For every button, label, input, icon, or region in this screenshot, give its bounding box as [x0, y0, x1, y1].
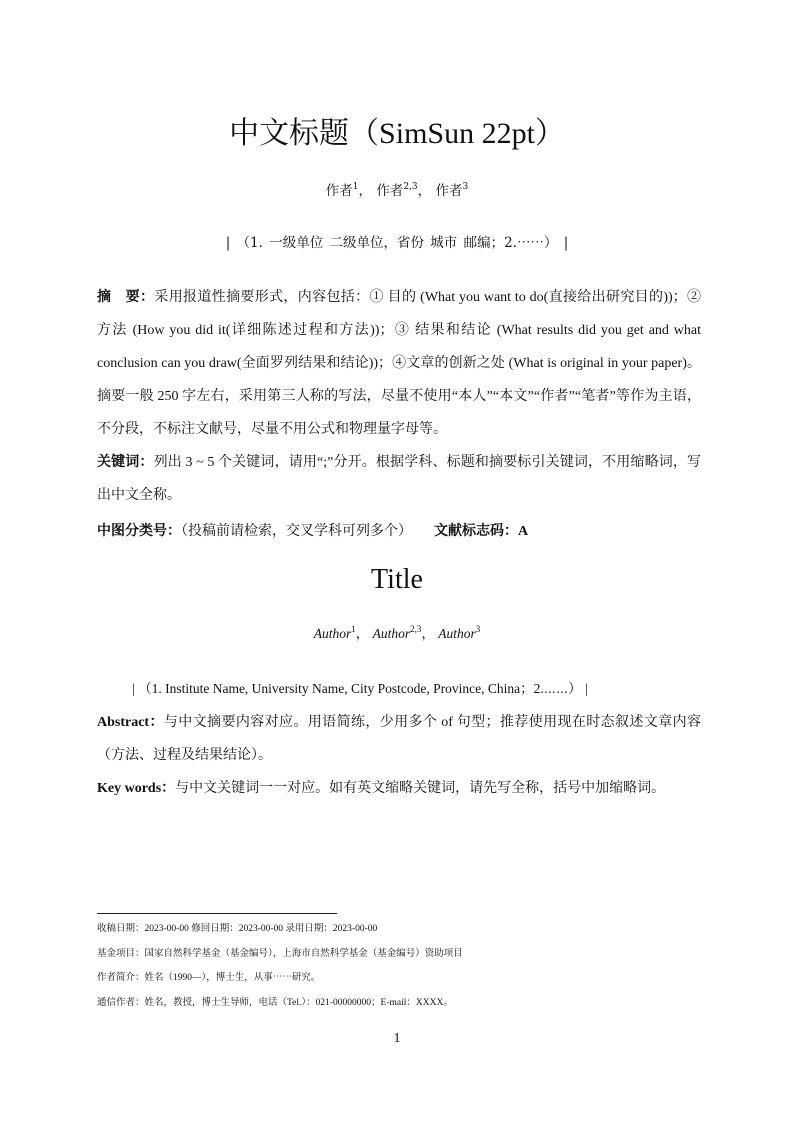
clc-value: （投稿前请检索，交叉学科可列多个） [181, 524, 412, 539]
author-name: 作者 [435, 183, 463, 199]
author-name: Author [313, 626, 352, 641]
author-affiliation-marker: 1 [351, 624, 356, 634]
author-affiliation-marker: 2,3 [403, 182, 418, 192]
english-keywords [97, 772, 701, 805]
author-name: Author [372, 626, 411, 641]
chinese-affiliation: | （1. 一级单位 二级单位，省份 城市 邮编；2.⋯⋯） | [225, 235, 569, 251]
footnote-corresponding-author: 通信作者：姓名，教授，博士生导师，电话（Tel.）：021-00000000；E-mail：XXXX。 [97, 997, 453, 1008]
footnote-divider [97, 913, 337, 914]
english-title: Title [371, 564, 423, 595]
chinese-abstract-label: 摘 要： [97, 290, 155, 305]
english-keywords-label: Key words： [97, 781, 176, 796]
chinese-keywords-text: 列出 3 ~ 5 个关键词，请用“;”分开。根据学科、标题和摘要标引关键词，不用缩略词，写出中文全称。 [97, 455, 702, 503]
english-keywords-text: 与中文关键词一一对应。如有英文缩略关键词，请先写全称，括号中加缩略词。 [175, 781, 666, 796]
footnote-dates: 收稿日期：2023-00-00 修回日期：2023-00-00 录用日期：2023-00-00 [97, 924, 378, 934]
english-affiliation: | （1. Institute Name, University Name, City Postcode, Province, China；2.⋯⋯） | [132, 681, 588, 696]
english-abstract-label: Abstract： [97, 715, 164, 730]
document-code-value: A [518, 524, 529, 539]
chinese-keywords-label: 关键词： [97, 455, 154, 470]
english-abstract [97, 706, 701, 772]
author-affiliation-marker: 3 [462, 182, 469, 192]
author-name: 作者 [376, 183, 404, 199]
author-name: 作者 [325, 183, 353, 199]
author-separator: ， [358, 183, 373, 199]
chinese-keywords [97, 446, 701, 512]
classification-line [97, 515, 701, 548]
document-code-label: 文献标志码： [434, 524, 518, 539]
author-separator: ， [417, 183, 432, 199]
chinese-abstract [97, 281, 701, 446]
clc-label: 中图分类号： [97, 524, 181, 539]
footnote-author-bio: 作者简介：姓名（1990—），博士生，从事⋯⋯研究。 [97, 973, 321, 983]
chinese-abstract-text: 采用报道性摘要形式，内容包括：① 目的 (What you want to do(直接给出研究目的))；② 方法 (How you did it(详细陈述过程和方法))；③ 结果和结论 (What results did you get and what conclusion can you draw(全面罗列结果和结论))；④文章的创新之处 (What is original in your paper)。摘要一般 250 字左右，采用第三人称的写法，尽量不使用“本人”“本文”“作者”“笔者”等作为主语，不分段，不标注文献号，尽量不用公式和物理量字母等。 [97, 290, 702, 437]
author-affiliation-marker: 3 [475, 624, 481, 634]
chinese-author-list [0, 181, 794, 201]
author-affiliation-marker: 2,3 [410, 624, 422, 634]
author-affiliation-marker: 1 [352, 182, 359, 192]
footnotes [97, 917, 717, 1015]
page-number: 1 [393, 1031, 401, 1046]
footnote-funding: 基金项目：国家自然科学基金（基金编号），上海市自然科学基金（基金编号）资助项目 [97, 948, 463, 959]
author-name: Author [438, 626, 476, 641]
english-abstract-text: 与中文摘要内容对应。用语简练，少用多个 of 句型；推荐使用现在时态叙述文章内容（方法、过程及结果结论）。 [97, 715, 701, 763]
author-separator: ， [355, 626, 370, 641]
chinese-title: 中文标题（SimSun 22pt） [229, 117, 565, 150]
english-author-list [0, 624, 794, 644]
author-separator: ， [421, 626, 435, 641]
